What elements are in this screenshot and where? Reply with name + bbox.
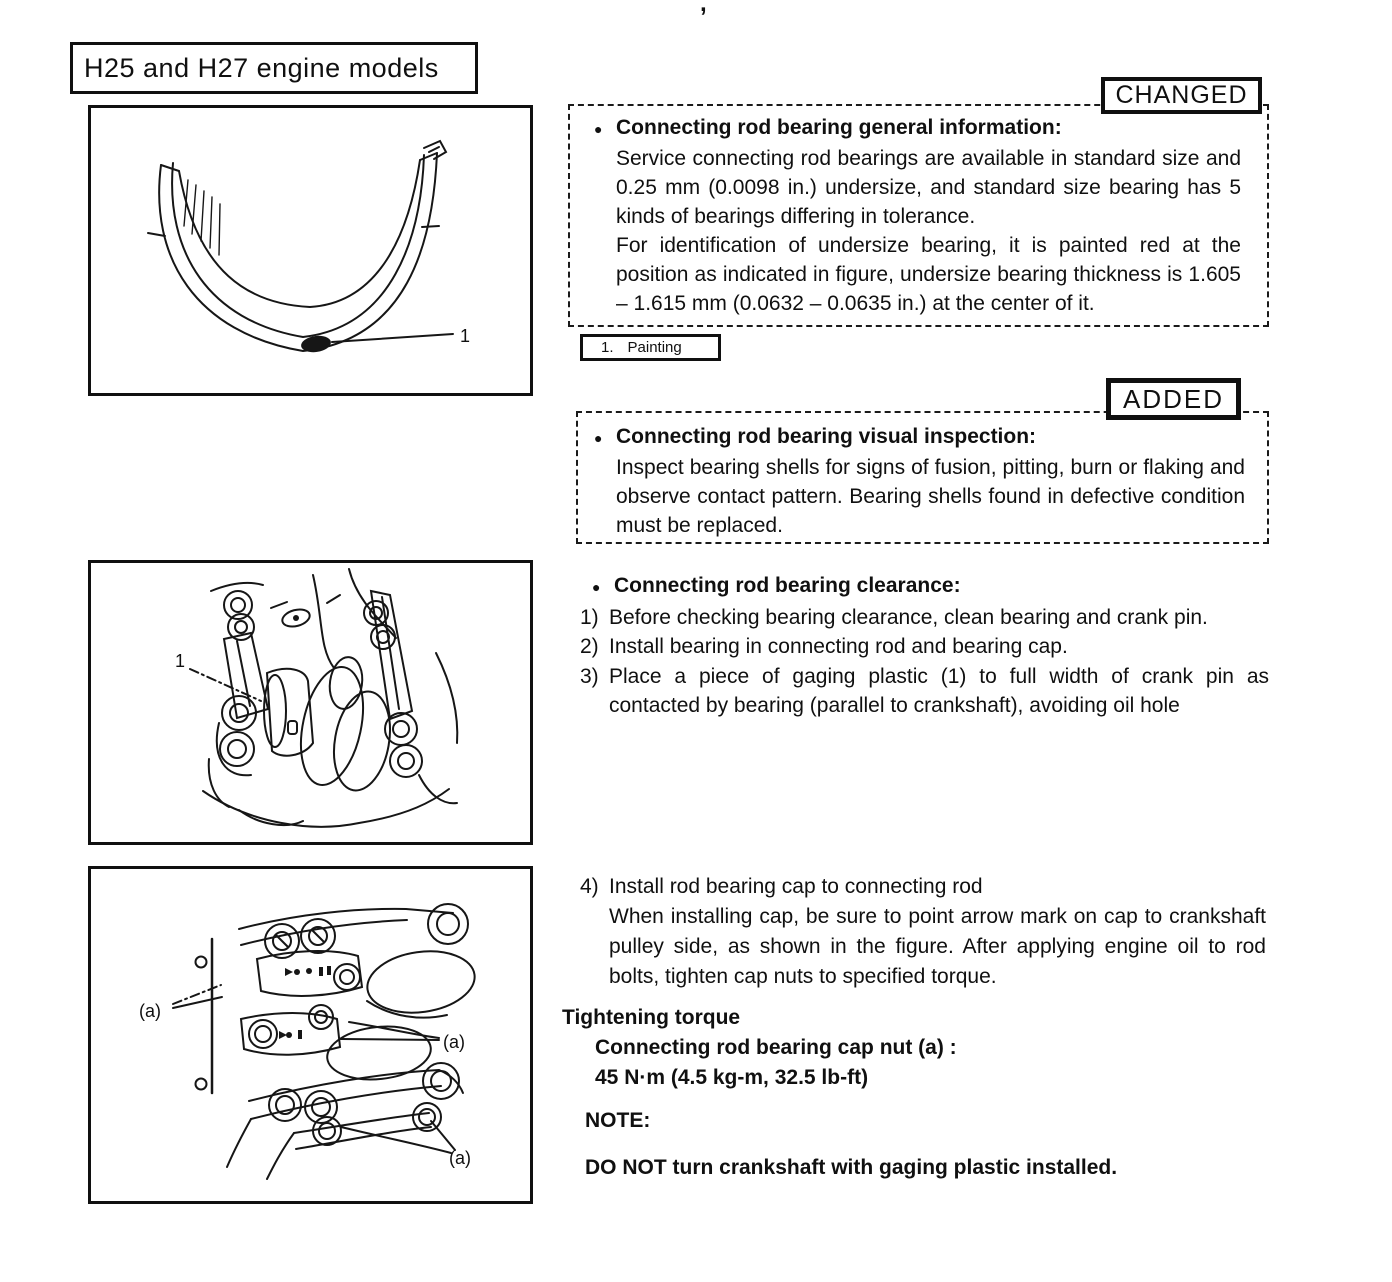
step-text: Place a piece of gaging plastic (1) to full width of crank pin as contacted by bearing (parallel to crankshaft), avoiding oil hole (609, 664, 1269, 717)
note-body: DO NOT turn crankshaft with gaging plastic installed. (585, 1156, 1118, 1179)
bullet-icon: ● (592, 579, 601, 595)
figure-callout-a-mid: (a) (443, 1032, 465, 1052)
note-heading: NOTE: (585, 1109, 651, 1132)
section-general-info (568, 104, 1269, 327)
bearing-shell-drawing (91, 108, 530, 393)
figure-crankshaft (88, 560, 533, 845)
scan-artifact: , (700, 0, 707, 17)
general-info-body-2: For identification of undersize bearing, it is painted red at the position as indicated in figure, undersize bearing thickness is 1.605 – 1.615 mm (0.0632 – 0.0635 in.) at the center of it. (616, 234, 1241, 315)
clearance-step-1 (576, 603, 1269, 633)
figure-callout-a-bottom: (a) (449, 1148, 471, 1168)
step-text: Install bearing in connecting rod and bearing cap. (609, 635, 1068, 658)
note-block (585, 1106, 1265, 1183)
changed-badge (1101, 77, 1262, 114)
general-info-body-1: Service connecting rod bearings are available in standard size and 0.25 mm (0.0098 in.) undersize, and standard size bearing has 5 kinds of bearings differing in tolerance. (616, 147, 1241, 228)
step-text: Before checking bearing clearance, clean bearing and crank pin. (609, 605, 1208, 629)
bullet-icon: ● (594, 121, 603, 137)
added-badge (1106, 378, 1241, 420)
bearing-caps-drawing (91, 869, 530, 1201)
added-badge-label: ADDED (1122, 383, 1224, 414)
changed-badge-label: CHANGED (1115, 81, 1248, 109)
clearance-step-2 (576, 632, 1269, 662)
figure-callout-1: 1 (175, 651, 186, 671)
general-info-heading: Connecting rod bearing general information: (616, 116, 1062, 139)
section-visual-inspection (576, 411, 1269, 544)
page-title-box (70, 42, 478, 94)
legend-number: 1. (601, 339, 614, 356)
visual-inspection-body: Inspect bearing shells for signs of fusion, pitting, burn or flaking and observe contact pattern. Bearing shells found in defective condition must be replaced. (616, 456, 1245, 537)
step-number: 2) (580, 635, 599, 658)
clearance-step-4 (576, 872, 1266, 992)
step-text-continued: When installing cap, be sure to point arrow mark on cap to crankshaft pulley side, as shown in the figure. After applying engine oil to rod bolts, tighten cap nuts to specified torque. (609, 905, 1266, 988)
page-title: H25 and H27 engine models (84, 52, 439, 83)
step-text: Install rod bearing cap to connecting rod (609, 875, 983, 898)
visual-inspection-heading: Connecting rod bearing visual inspection: (616, 425, 1037, 448)
torque-item: Connecting rod bearing cap nut (a) : (595, 1036, 957, 1059)
torque-spec (562, 1003, 1262, 1093)
crankshaft-drawing (91, 563, 530, 842)
torque-heading: Tightening torque (562, 1006, 741, 1029)
legend-label: Painting (627, 339, 682, 356)
figure-bearing-shell (88, 105, 533, 396)
clearance-step-3 (576, 662, 1269, 721)
step-number: 3) (580, 664, 599, 688)
figure-bearing-caps (88, 866, 533, 1204)
figure-legend (580, 334, 721, 361)
section-clearance (576, 571, 1269, 721)
bullet-icon: ● (594, 430, 603, 446)
figure-callout-1: 1 (460, 326, 471, 346)
step-number: 1) (580, 605, 599, 629)
clearance-heading: Connecting rod bearing clearance: (614, 574, 961, 597)
oil-hole-dot (293, 615, 299, 621)
step-number: 4) (580, 875, 599, 898)
callout-leader-line (190, 669, 261, 701)
figure-callout-a-left: (a) (139, 1001, 161, 1021)
torque-value: 45 N·m (4.5 kg-m, 32.5 lb-ft) (595, 1066, 869, 1089)
